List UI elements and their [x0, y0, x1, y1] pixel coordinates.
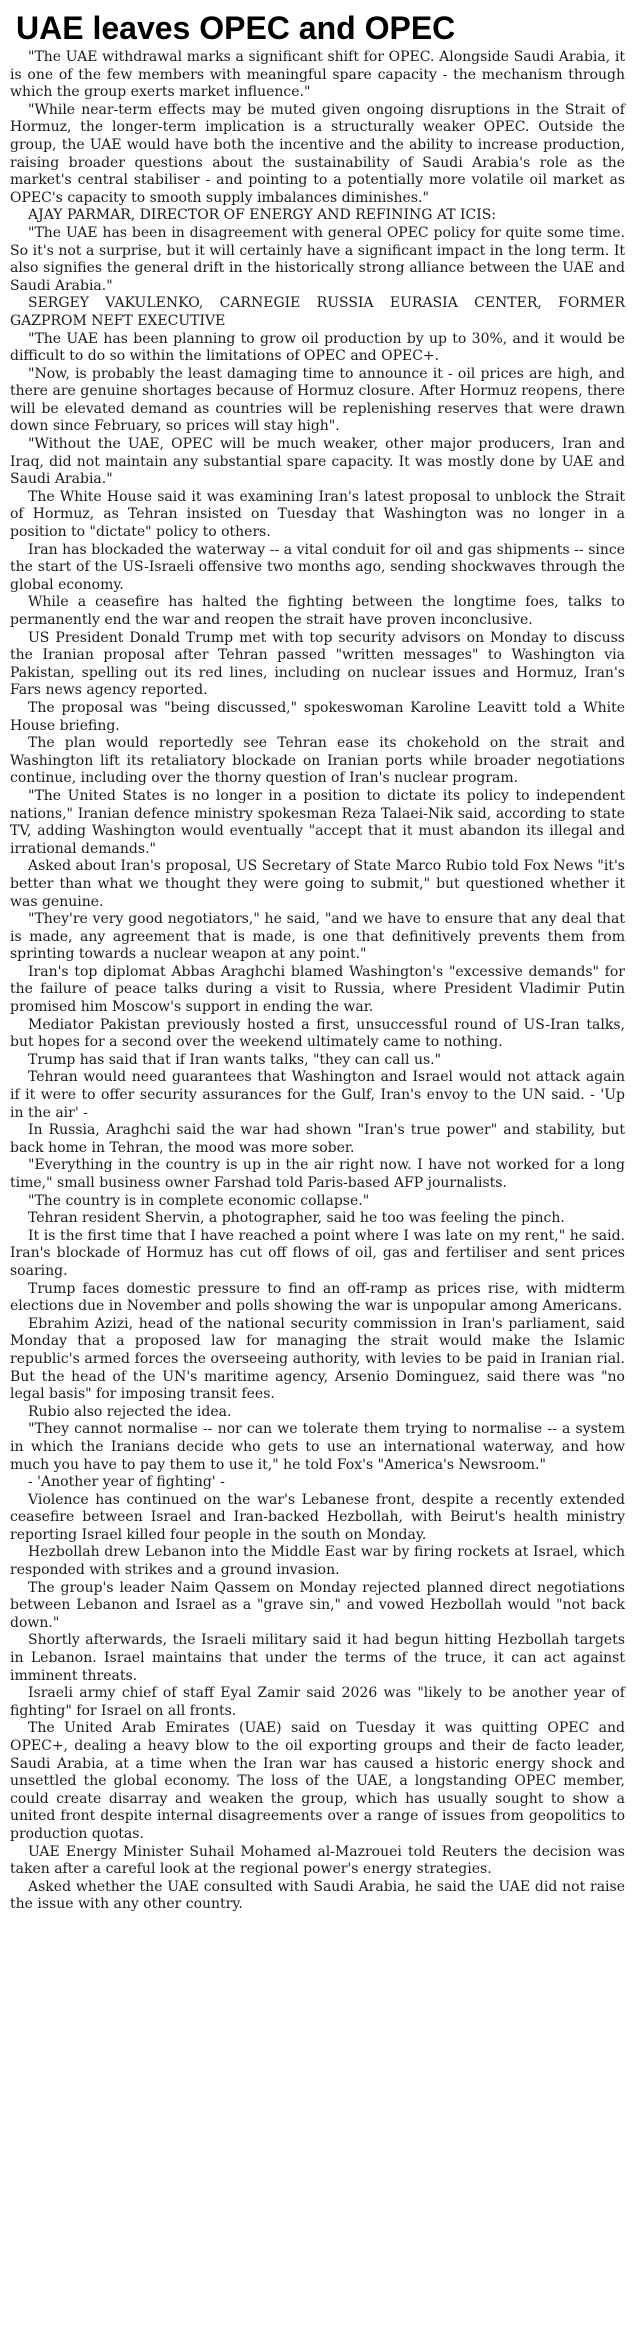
article-paragraph: "Now, is probably the least damaging time to announce it - oil prices are high, and there are genuine shortages because of Hormuz closure. After Hormuz reopens, there will be elevated demand as countries will be replenishing reserves that were drawn down since February, so prices will stay high". [10, 365, 625, 435]
article-paragraph: "The country is in complete economic collapse." [28, 1192, 370, 1209]
article-paragraph: UAE Energy Minister Suhail Mohamed al-Mazrouei told Reuters the decision was taken after a careful look at the regional power's energy strategies. [10, 1843, 625, 1878]
article-paragraph: "The UAE has been in disagreement with general OPEC policy for quite some time. So it's not a surprise, but it will certainly have a significant impact in the long term. It also signifies the general drift in the historically strong alliance between the UAE and Saudi Arabia." [10, 224, 625, 294]
article-paragraph: The proposal was "being discussed," spokeswoman Karoline Leavitt told a White House briefing. [10, 699, 625, 734]
article-paragraph: Trump has said that if Iran wants talks, "they can call us." [28, 1051, 442, 1068]
article-paragraph: SERGEY VAKULENKO, CARNEGIE RUSSIA EURASIA CENTER, FORMER GAZPROM NEFT EXECUTIVE [10, 295, 625, 329]
article-paragraph: Violence has continued on the war's Lebanese front, despite a recently extended ceasefire between Israel and Iran-backed Hezbollah, with Beirut's health ministry reporting Israel killed four people in the south on Monday. [10, 1491, 625, 1543]
article-paragraph: The plan would reportedly see Tehran ease its chokehold on the strait and Washington lift its retaliatory blockade on Iranian ports while broader negotiations continue, including over the thorny question of Iran's nuclear program. [10, 735, 625, 787]
article-body [10, 49, 625, 1914]
article-headline: UAE leaves OPEC and OPEC [16, 10, 456, 46]
article-paragraph: Ebrahim Azizi, head of the national security commission in Iran's parliament, said Monday that a proposed law for managing the strait would make the Islamic republic's armed forces the overseeing authority, with levies to be paid in Iranian rial. But the head of the UN's maritime agency, Arsenio Dominguez, said there was "no legal basis" for imposing transit fees. [10, 1315, 625, 1403]
article-paragraph: "The UAE withdrawal marks a significant shift for OPEC. Alongside Saudi Arabia, it is one of the few members with meaningful spare capacity - the mechanism through which the group exerts market influence." [10, 49, 625, 101]
article-paragraph: "The UAE has been planning to grow oil production by up to 30%, and it would be difficult to do so within the limitations of OPEC and OPEC+. [10, 330, 625, 365]
article-paragraph: Hezbollah drew Lebanon into the Middle East war by firing rockets at Israel, which responded with strikes and a ground invasion. [10, 1544, 625, 1579]
article-paragraph: The United Arab Emirates (UAE) said on Tuesday it was quitting OPEC and OPEC+, dealing a heavy blow to the oil exporting groups and their de facto leader, Saudi Arabia, at a time when the Iran war has caused a historic energy shock and unsettled the global economy. The loss of the UAE, a longstanding OPEC member, could create disarray and weaken the group, which has usually sought to show a united front despite internal disagreements over a range of issues from geopolitics to production quotas. [10, 1720, 625, 1842]
article-paragraph: Iran's top diplomat Abbas Araghchi blamed Washington's "excessive demands" for the failure of peace talks during a visit to Russia, where President Vladimir Putin promised him Moscow's support in ending the war. [10, 963, 625, 1016]
article-paragraph: "While near-term effects may be muted given ongoing disruptions in the Strait of Hormuz, the longer-term implication is a structurally weaker OPEC. Outside the group, the UAE would have both the incentive and the ability to increase production, raising broader questions about the sustainability of Saudi Arabia's role as the market's central stabiliser - and pointing to a potentially more volatile oil market as OPEC's capacity to smooth supply imbalances diminishes." [10, 101, 625, 206]
article-paragraph: Rubio also rejected the idea. [28, 1403, 232, 1420]
article-paragraph: "They're very good negotiators," he said, "and we have to ensure that any deal that is made, any agreement that is made, is one that definitively prevents them from sprinting towards a nuclear weapon at any point." [10, 911, 625, 963]
article-paragraph: Israeli army chief of staff Eyal Zamir said 2026 was "likely to be another year of fighting" for Israel on all fronts. [10, 1685, 625, 1719]
article-paragraph: In Russia, Araghchi said the war had shown "Iran's true power" and stability, but back home in Tehran, the mood was more sober. [10, 1122, 625, 1156]
article-paragraph: AJAY PARMAR, DIRECTOR OF ENERGY AND REFINING AT ICIS: [28, 207, 497, 224]
article-paragraph: Asked whether the UAE consulted with Saudi Arabia, he said the UAE did not raise the issue with any other country. [10, 1878, 625, 1913]
article-paragraph: Tehran resident Shervin, a photographer, said he too was feeling the pinch. [28, 1210, 565, 1227]
article-paragraph: Iran has blockaded the waterway -- a vital conduit for oil and gas shipments -- since the start of the US-Israeli offensive two months ago, sending shockwaves through the global economy. [10, 541, 625, 593]
article-paragraph: Asked about Iran's proposal, US Secretary of State Marco Rubio told Fox News "it's better than what we thought they were going to submit," but questioned whether it was genuine. [10, 858, 625, 910]
article-paragraph: US President Donald Trump met with top security advisors on Monday to discuss the Iranian proposal after Tehran passed "written messages" to Washington via Pakistan, spelling out its red lines, including on nuclear issues and Hormuz, Iran's Fars news agency reported. [10, 629, 625, 699]
article-paragraph: Trump faces domestic pressure to find an off-ramp as prices rise, with midterm elections due in November and polls showing the war is unpopular among Americans. [10, 1280, 625, 1315]
article-paragraph: "They cannot normalise -- nor can we tolerate them trying to normalise -- a system in which the Iranians decide who gets to use an international waterway, and how much you have to pay them to use it," he told Fox's "America's Newsroom." [10, 1421, 625, 1473]
article-paragraph: Tehran would need guarantees that Washington and Israel would not attack again if it were to offer security assurances for the Gulf, Iran's envoy to the UN said. - 'Up in the air' - [10, 1069, 625, 1121]
article-paragraph: The White House said it was examining Iran's latest proposal to unblock the Strait of Hormuz, as Tehran insisted on Tuesday that Washington was no longer in a position to "dictate" policy to others. [10, 488, 625, 541]
article-paragraph: It is the first time that I have reached a point where I was late on my rent," he said. Iran's blockade of Hormuz has cut off flows of oil, gas and fertiliser and sent prices soaring. [10, 1227, 625, 1279]
article-paragraph: Mediator Pakistan previously hosted a first, unsuccessful round of US-Iran talks, but hopes for a second over the weekend ultimately came to nothing. [10, 1016, 625, 1051]
article-paragraph: - 'Another year of fighting' - [28, 1474, 225, 1491]
article-paragraph: "Without the UAE, OPEC will be much weaker, other major producers, Iran and Iraq, did not maintain any substantial spare capacity. It was mostly done by UAE and Saudi Arabia." [10, 436, 625, 488]
article-paragraph: Shortly afterwards, the Israeli military said it had begun hitting Hezbollah targets in Lebanon. Israel maintains that under the terms of the truce, it can act against imminent threats. [10, 1632, 625, 1684]
article-paragraph: While a ceasefire has halted the fighting between the longtime foes, talks to permanently end the war and reopen the strait have proven inconclusive. [10, 594, 625, 628]
article-paragraph: "The United States is no longer in a position to dictate its policy to independent nations," Iranian defence ministry spokesman Reza Talaei-Nik said, according to state TV, adding Washington would eventually "accept that it must abandon its illegal and irrational demands." [10, 787, 625, 857]
article-paragraph: "Everything in the country is up in the air right now. I have not worked for a long time," small business owner Farshad told Paris-based AFP journalists. [10, 1157, 625, 1191]
article-paragraph: The group's leader Naim Qassem on Monday rejected planned direct negotiations between Lebanon and Israel as a "grave sin," and vowed Hezbollah would "not back down." [10, 1579, 625, 1631]
